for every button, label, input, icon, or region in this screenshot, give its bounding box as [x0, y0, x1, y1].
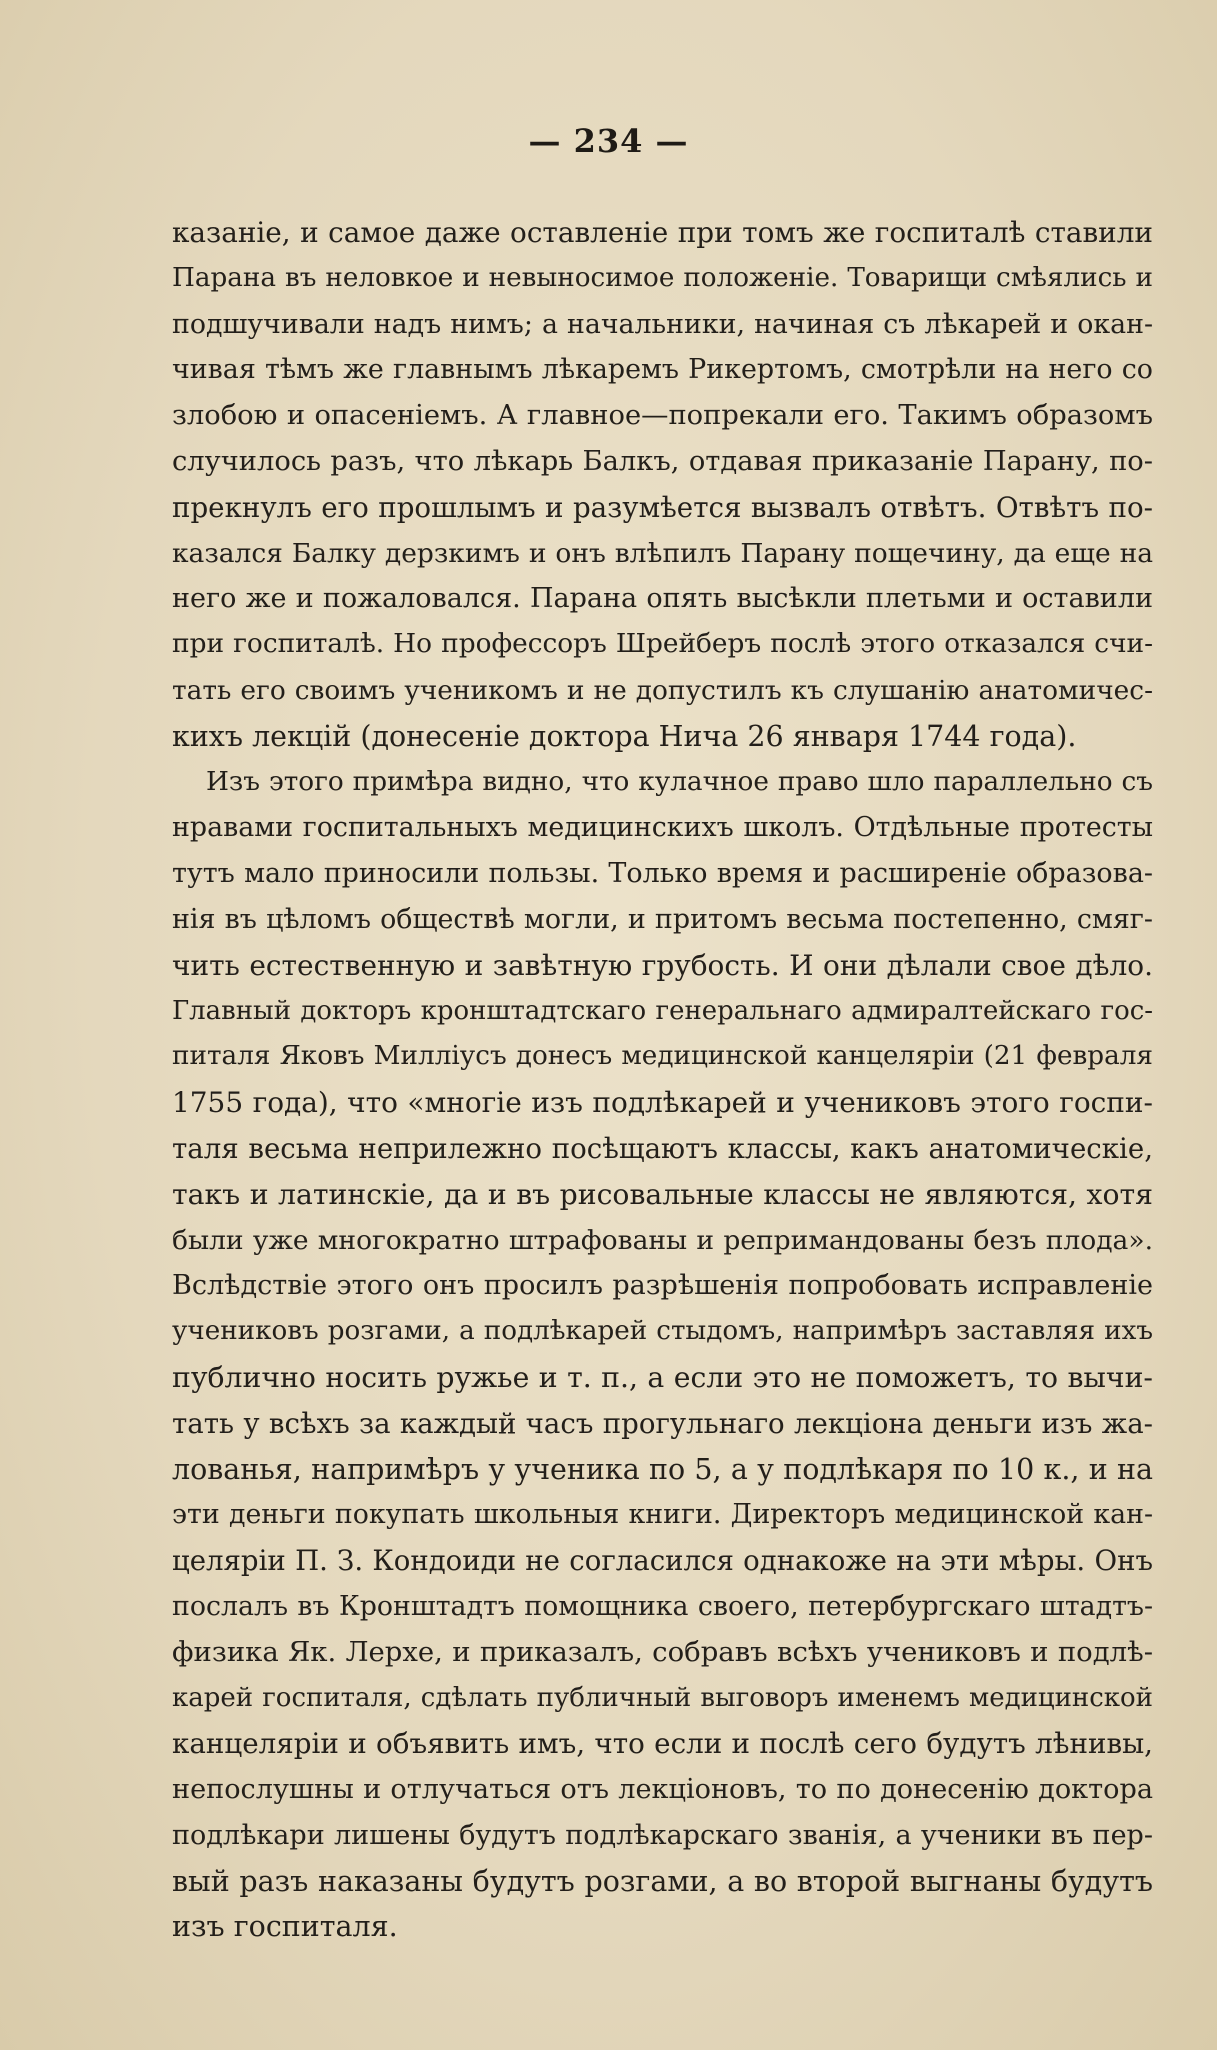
text-line: публично носить ружье и т. п., а если это не поможетъ, то вычи-: [172, 1360, 1153, 1394]
text-line: такъ и латинскіе, да и въ рисовальные классы не являются, хотя: [172, 1177, 1153, 1211]
text-line: подлѣкари лишены будутъ подлѣкарскаго званія, а ученики въ пер-: [172, 1819, 1153, 1851]
text-line: тать его своимъ ученикомъ и не допустилъ къ слушанію анатомичес-: [172, 674, 1153, 706]
text-line: послалъ въ Кронштадтъ помощника своего, петербургскаго штадтъ-: [172, 1590, 1153, 1622]
text-line: тать у всѣхъ за каждый часъ прогульнаго лекціона деньги изъ жа-: [172, 1406, 1153, 1440]
text-line: Вслѣдствіе этого онъ просилъ разрѣшенія попробовать исправленіе: [172, 1270, 1153, 1302]
text-line: канцеляріи и объявить имъ, что если и послѣ сего будутъ лѣнивы,: [172, 1727, 1153, 1761]
text-line: Главный докторъ кронштадтскаго генеральнаго адмиралтейскаго гос-: [172, 995, 1153, 1026]
text-line: него же и пожаловался. Парана опять высѣкли плетьми и оставили: [172, 583, 1153, 615]
page-number: — 234 —: [528, 122, 689, 160]
text-line: нравами госпитальныхъ медицинскихъ школъ. Отдѣльные протесты: [172, 812, 1153, 844]
text-line: эти деньги покупать школьныя книги. Директоръ медицинской кан-: [172, 1499, 1153, 1531]
text-line: Парана въ неловкое и невыносимое положеніе. Товарищи смѣялись и: [172, 262, 1153, 293]
text-line: были уже многократно штрафованы и репримандованы безъ плода».: [172, 1224, 1153, 1256]
text-line: лованья, напримѣръ у ученика по 5, а у подлѣкаря по 10 к., и на: [172, 1452, 1153, 1486]
text-line: вый разъ наказаны будутъ розгами, а во второй выгнаны будутъ: [172, 1864, 1153, 1898]
text-line: при госпиталѣ. Но профессоръ Шрейберъ послѣ этого отказался счи-: [172, 629, 1153, 660]
text-line: таля весьма неприлежно посѣщаютъ классы, какъ анатомическіе,: [172, 1131, 1153, 1165]
text-line: злобою и опасеніемъ. А главное—попрекали его. Такимъ образомъ: [172, 400, 1153, 432]
text-line: казаніе, и самое даже оставленіе при томъ же госпиталѣ ставили: [172, 216, 1153, 249]
text-line: физика Як. Лерхе, и приказалъ, собравъ всѣхъ учениковъ и подлѣ-: [172, 1635, 1153, 1668]
text-line: 1755 года), что «многіе изъ подлѣкарей и учениковъ этого госпи-: [172, 1086, 1153, 1120]
text-line: нія въ цѣломъ обществѣ могли, и притомъ весьма постепенно, смяг-: [172, 903, 1153, 935]
paragraph-end-line: изъ госпиталя.: [172, 1910, 398, 1944]
paragraph-start-line: Изъ этого примѣра видно, что кулачное право шло параллельно съ: [206, 766, 1153, 797]
text-line: подшучивали надъ нимъ; а начальники, начиная съ лѣкарей и окан-: [172, 308, 1153, 340]
text-line: непослушны и отлучаться отъ лекціоновъ, то по донесенію доктора: [172, 1774, 1153, 1806]
text-line: чивая тѣмъ же главнымъ лѣкаремъ Рикертомъ, смотрѣли на него со: [172, 354, 1153, 386]
text-line: питаля Яковъ Милліусъ донесъ медицинской канцеляріи (21 февраля: [172, 1041, 1153, 1072]
text-line: тутъ мало приносили пользы. Только время и расширеніе образова-: [172, 858, 1153, 890]
text-line: случилось разъ, что лѣкарь Балкъ, отдавая приказаніе Парану, по-: [172, 445, 1153, 477]
text-line: карей госпиталя, сдѣлать публичный выговоръ именемъ медицинской: [172, 1682, 1153, 1713]
text-line: прекнулъ его прошлымъ и разумѣется вызвалъ отвѣтъ. Отвѣтъ по-: [172, 490, 1153, 524]
text-line: учениковъ розгами, а подлѣкарей стыдомъ, напримѣръ заставляя ихъ: [172, 1316, 1153, 1347]
body-text: [172, 210, 1153, 1950]
paragraph-end-line: кихъ лекцій (донесеніе доктора Нича 26 января 1744 года).: [172, 719, 1077, 753]
text-line: целяріи П. З. Кондоиди не согласился однакоже на эти мѣры. Онъ: [172, 1544, 1153, 1578]
text-line: казался Балку дерзкимъ и онъ влѣпилъ Парану пощечину, да еще на: [172, 537, 1153, 569]
text-line: чить естественную и завѣтную грубость. И они дѣлали свое дѣло.: [172, 948, 1153, 982]
